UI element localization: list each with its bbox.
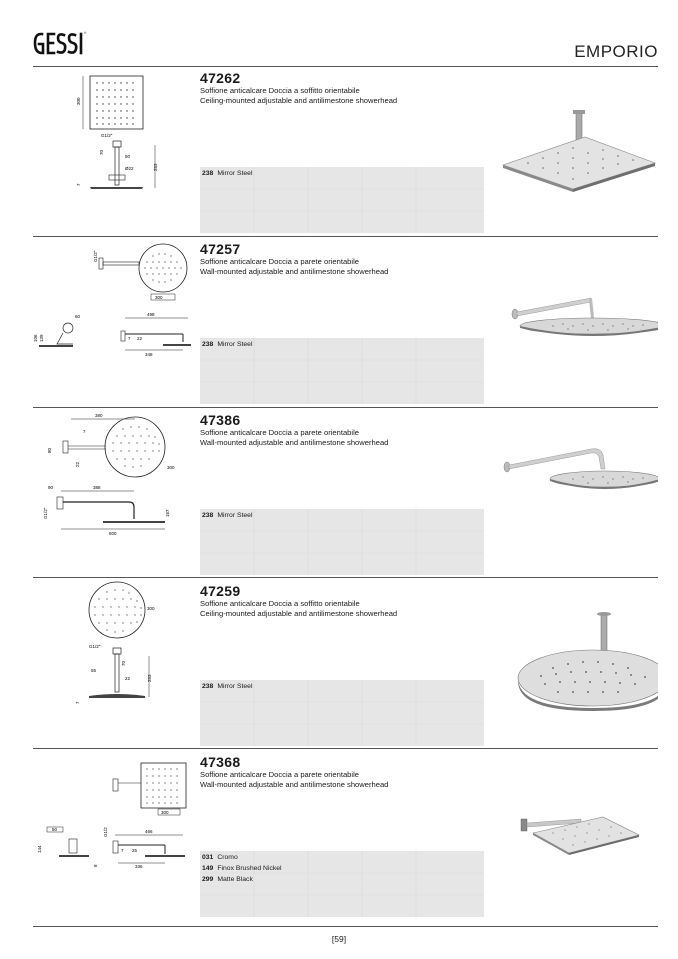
product-code: 47257: [200, 241, 241, 257]
product-section: [33, 751, 658, 922]
dim-label: 7: [83, 429, 86, 434]
product-section: [33, 409, 658, 580]
dim-label: 50: [125, 154, 131, 159]
technical-drawing: [33, 409, 198, 580]
product-code: 47262: [200, 70, 241, 86]
finish-table: [200, 680, 484, 746]
finish-name: Mirror Steel: [217, 683, 253, 690]
dim-label: 60: [75, 314, 81, 319]
dim-label: 139: [39, 334, 44, 342]
dim-label: 380: [95, 413, 103, 418]
dim-label: 144: [37, 845, 42, 853]
dim-label: G1/2": [43, 507, 48, 519]
technical-drawing: [33, 580, 198, 751]
dim-label: G1/2": [101, 133, 113, 138]
finish-code: 031: [202, 854, 214, 861]
finish-name: Finox Brushed Nickel: [217, 865, 282, 872]
finish-code: 299: [202, 876, 214, 883]
technical-drawing: [33, 67, 198, 238]
finish-code: 238: [202, 170, 214, 177]
product-section: [33, 580, 658, 751]
dim-label: 80: [47, 447, 52, 453]
dim-label: 8: [93, 864, 98, 867]
dim-label: 22: [125, 676, 131, 681]
finish-table: [200, 509, 484, 575]
finish-table: [200, 851, 484, 917]
finish-name: Mirror Steel: [217, 512, 253, 519]
dim-label: 70: [121, 660, 126, 666]
dim-label: G1/2: [103, 827, 108, 837]
product-image-wall-round-arched: [493, 409, 658, 580]
dim-label: 90: [48, 485, 54, 490]
dim-label: 253: [153, 163, 158, 171]
finish-row: [202, 683, 252, 690]
dim-label: 7: [121, 848, 124, 853]
dim-label: 348: [145, 352, 153, 357]
finish-code: 149: [202, 865, 214, 872]
dim-label: 7: [76, 183, 81, 186]
finish-name: Matte Black: [217, 876, 253, 883]
description-english: Wall-mounted adjustable and antilimestone showerhead: [200, 438, 389, 447]
finish-name: Mirror Steel: [217, 170, 253, 177]
finish-table: [200, 167, 484, 233]
technical-drawing: [33, 238, 198, 409]
finish-row: [202, 170, 252, 177]
description-italian: Soffione anticalcare Doccia a parete orientabile: [200, 428, 360, 437]
dim-label: 253: [147, 674, 152, 682]
page-number: [59]: [331, 934, 347, 944]
dim-label: 106: [33, 334, 38, 342]
finish-row: [202, 865, 282, 872]
dim-label: G1/2": [89, 644, 101, 649]
finish-row: [202, 512, 252, 519]
dim-label: 50: [52, 827, 58, 832]
product-section: [33, 67, 658, 238]
finish-table: [200, 338, 484, 404]
finish-name: Cromo: [217, 854, 238, 861]
dim-label: Ø22: [125, 166, 134, 171]
description-english: Wall-mounted adjustable and antilimestone showerhead: [200, 780, 389, 789]
dim-label: 167: [165, 509, 170, 517]
dim-label: 70: [99, 149, 104, 155]
finish-name: Mirror Steel: [217, 341, 253, 348]
product-section: [33, 238, 658, 409]
dim-label: G1/2": [93, 250, 98, 262]
technical-drawing: [33, 751, 198, 922]
dim-label: 22: [137, 336, 143, 341]
description-italian: Soffione anticalcare Doccia a parete orientabile: [200, 257, 360, 266]
collection-title: EMPORIO: [574, 42, 658, 61]
description-english: Wall-mounted adjustable and antilimestone showerhead: [200, 267, 389, 276]
section-divider: [33, 926, 658, 927]
dim-label: 300: [76, 97, 81, 105]
finish-row: [202, 876, 253, 883]
product-code: 47368: [200, 754, 241, 770]
product-image-ceiling-square: [493, 67, 658, 238]
product-image-wall-round: [493, 238, 658, 409]
product-image-ceiling-round: [493, 580, 658, 751]
description-italian: Soffione anticalcare Doccia a soffitto orientabile: [200, 86, 360, 95]
dim-label: 466: [145, 829, 153, 834]
dim-label: 25: [132, 848, 138, 853]
dim-label: 300: [155, 295, 163, 300]
dim-label: 55: [91, 668, 97, 673]
dim-label: 388: [93, 485, 101, 490]
dim-label: 22: [75, 461, 80, 467]
description-italian: Soffione anticalcare Doccia a soffitto orientabile: [200, 599, 360, 608]
dim-label: 300: [147, 606, 155, 611]
product-code: 47259: [200, 583, 241, 599]
dim-label: 7: [75, 701, 80, 704]
description-english: Ceiling-mounted adjustable and antilimestone showerhead: [200, 96, 398, 105]
finish-row: [202, 341, 252, 348]
product-code: 47386: [200, 412, 241, 428]
finish-code: 238: [202, 683, 214, 690]
dim-label: 600: [109, 531, 117, 536]
description-english: Ceiling-mounted adjustable and antilimestone showerhead: [200, 609, 398, 618]
finish-code: 238: [202, 512, 214, 519]
finish-code: 238: [202, 341, 214, 348]
gessi-logo: [32, 28, 88, 58]
description-italian: Soffione anticalcare Doccia a parete orientabile: [200, 770, 360, 779]
finish-row: [202, 854, 238, 861]
svg-text:®: ®: [84, 31, 87, 35]
dim-label: 498: [147, 312, 155, 317]
dim-label: 7: [128, 336, 131, 341]
dim-label: 300: [161, 810, 169, 815]
dim-label: 300: [167, 465, 175, 470]
product-image-wall-square: [493, 751, 658, 922]
dim-label: 336: [135, 864, 143, 869]
